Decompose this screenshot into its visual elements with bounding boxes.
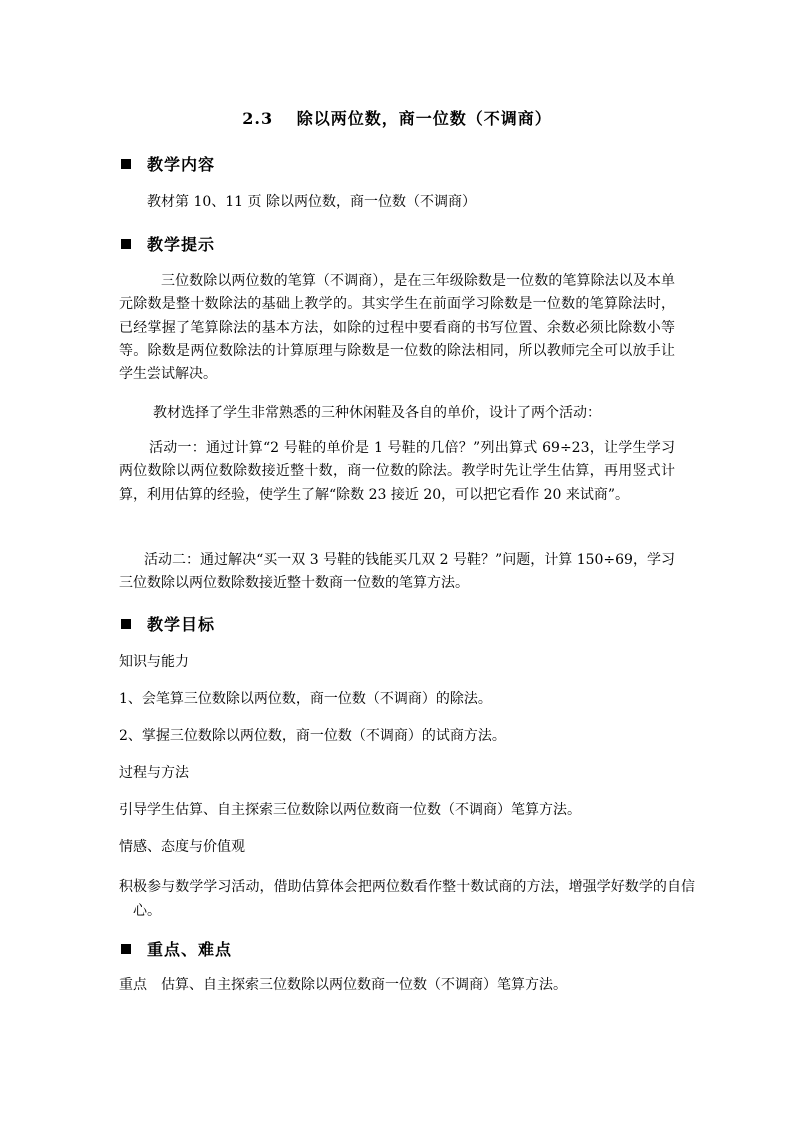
goals-subheading-attitude: 情感、态度与价值观 <box>119 839 245 855</box>
page-title: 2.3 除以两位数，商一位数（不调商） <box>242 109 552 128</box>
square-bullet-icon <box>121 619 131 629</box>
hints-paragraph-3: 活动一：通过计算“2 号鞋的单价是 1 号鞋的几倍？”列出算式 69÷23，让学生学习两位数除以两位数除数接近整十数，商一位数的除法。教学时先让学生估算，再用竖式计算，利用估算的经验，使学生了解“除数 23 接近 20，可以把它看作 20 来试商”。 <box>119 440 675 503</box>
goals-item-2: 2、掌握三位数除以两位数，商一位数（不调商）的试商方法。 <box>119 728 506 744</box>
section-heading-hints <box>121 232 215 255</box>
keypoints-text: 重点 估算、自主探索三位数除以两位数商一位数（不调商）笔算方法。 <box>119 977 567 993</box>
section-heading-label: 教学内容 <box>147 155 216 174</box>
section-heading-label: 重点、难点 <box>147 940 233 959</box>
hints-paragraph-1: 三位数除以两位数的笔算（不调商），是在三年级除数是一位数的笔算除法以及本单元除数是整十数除法的基础上教学的。其实学生在前面学习除数是一位数的笔算除法时，已经掌握了笔算除法的基本方法，如除的过程中要看商的书写位置、余数必须比除数小等等。除数是两位数除法的计算原理与除数是一位数的除法相同，所以教师完全可以放手让学生尝试解决。 <box>119 273 675 383</box>
hints-paragraph-4: 活动二：通过解决“买一双 3 号鞋的钱能买几双 2 号鞋？”问题，计算 150÷69，学习三位数除以两位数除数接近整十数商一位数的笔算方法。 <box>119 552 675 592</box>
section-heading-goals <box>121 612 215 635</box>
square-bullet-icon <box>121 944 131 954</box>
square-bullet-icon <box>121 159 131 169</box>
square-bullet-icon <box>121 239 131 249</box>
goals-subheading-knowledge: 知识与能力 <box>119 654 189 670</box>
section-heading-label: 教学提示 <box>147 235 216 254</box>
section-heading-label: 教学目标 <box>147 615 216 634</box>
goals-subheading-process: 过程与方法 <box>119 765 189 781</box>
content-text: 教材第 10、11 页 除以两位数，商一位数（不调商） <box>147 194 476 210</box>
goals-item-4: 积极参与数学学习活动，借助估算体会把两位数看作整十数试商的方法，增强学好数学的自信心。 <box>119 879 695 919</box>
goals-item-1: 1、会笔算三位数除以两位数，商一位数（不调商）的除法。 <box>119 691 492 707</box>
goals-item-3: 引导学生估算、自主探索三位数除以两位数商一位数（不调商）笔算方法。 <box>119 802 581 818</box>
section-heading-keypoints <box>121 937 232 960</box>
hints-paragraph-2: 教材选择了学生非常熟悉的三种休闲鞋及各自的单价，设计了两个活动： <box>153 405 601 421</box>
section-heading-content <box>121 152 215 175</box>
